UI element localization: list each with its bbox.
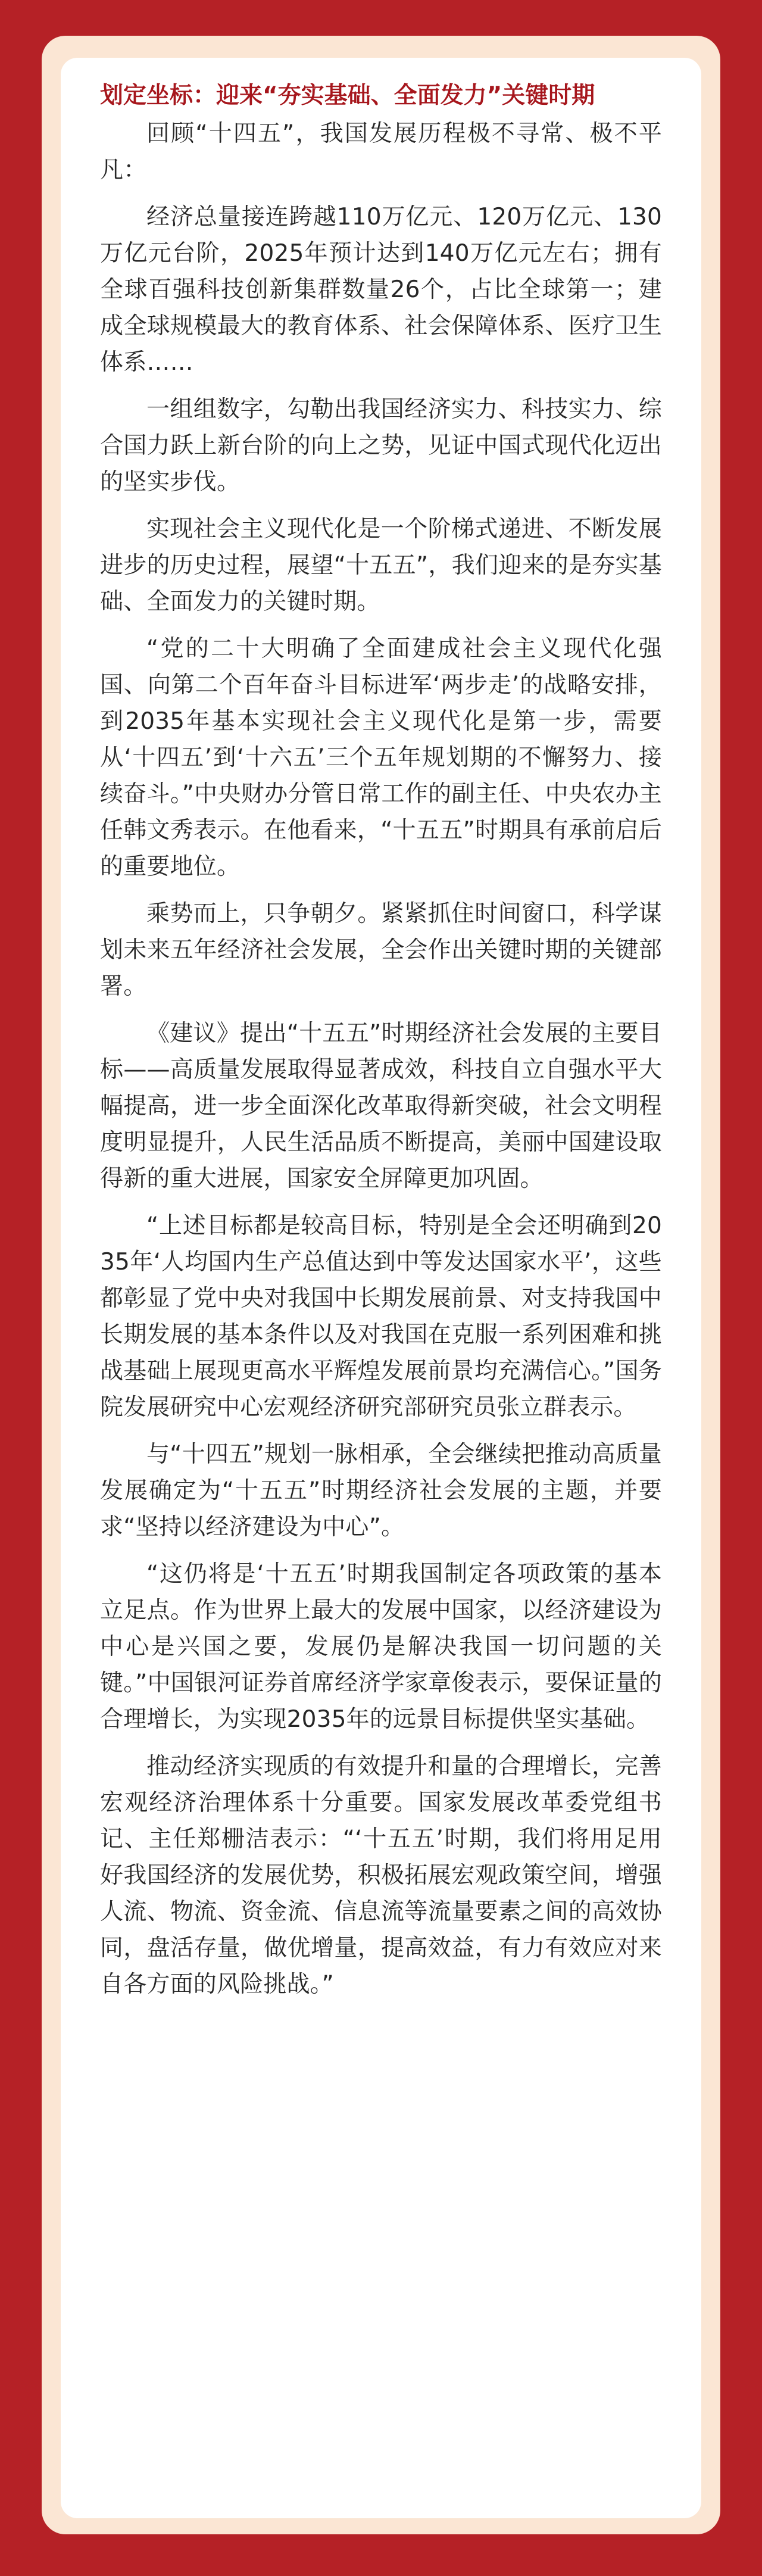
paragraph-7: 《建议》提出“十五五”时期经济社会发展的主要目标——高质量发展取得显著成效，科技自立自强水平大幅提高，进一步全面深化改革取得新突破，社会文明程度明显提升，人民生活品质不断提高，美丽中国建设取得新的重大进展，国家安全屏障更加巩固。: [100, 1020, 662, 1192]
section-heading: 划定坐标：迎来“夯实基础、全面发力”关键时期: [100, 82, 595, 109]
paragraph-3: 一组组数字，勾勒出我国经济实力、科技实力、综合国力跃上新台阶的向上之势，见证中国式现代化迈出的坚实步伐。: [100, 396, 662, 495]
article-content: [100, 77, 662, 2013]
paragraph-8: “上述目标都是较高目标，特别是全会还明确到2035年‘人均国内生产总值达到中等发达国家水平’，这些都彰显了党中央对我国中长期发展前景、对支持我国中长期发展的基本条件以及对我国在克服一系列困难和挑战基础上展现更高水平辉煌发展前景均充满信心。”国务院发展研究中心宏观经济研究部研究员张立群表示。: [100, 1212, 662, 1421]
paragraph-10: “这仍将是‘十五五’时期我国制定各项政策的基本立足点。作为世界上最大的发展中国家，以经济建设为中心是兴国之要，发展仍是解决我国一切问题的关键。”中国银河证券首席经济学家章俊表示，要保证量的合理增长，为实现2035年的远景目标提供坚实基础。: [100, 1561, 662, 1733]
paragraph-6: 乘势而上，只争朝夕。紧紧抓住时间窗口，科学谋划未来五年经济社会发展，全会作出关键时期的关键部署。: [100, 900, 662, 1000]
paragraph-5: “党的二十大明确了全面建成社会主义现代化强国、向第二个百年奋斗目标进军‘两步走’的战略安排，到2035年基本实现社会主义现代化是第一步，需要从‘十四五’到‘十六五’三个五年规划期的不懈努力、接续奋斗。”中央财办分管日常工作的副主任、中央农办主任韩文秀表示。在他看来，“十五五”时期具有承前启后的重要地位。: [100, 635, 662, 880]
paragraph-11: 推动经济实现质的有效提升和量的合理增长，完善宏观经济治理体系十分重要。国家发展改革委党组书记、主任郑栅洁表示：“‘十五五’时期，我们将用足用好我国经济的发展优势，积极拓展宏观政策空间，增强人流、物流、资金流、信息流等流量要素之间的高效协同，盘活存量，做优增量，提高效益，有力有效应对来自各方面的风险挑战。”: [100, 1753, 662, 1998]
paragraph-9: 与“十四五”规划一脉相承，全会继续把推动高质量发展确定为“十五五”时期经济社会发展的主题，并要求“坚持以经济建设为中心”。: [100, 1441, 662, 1540]
paragraph-4: 实现社会主义现代化是一个阶梯式递进、不断发展进步的历史过程，展望“十五五”，我们迎来的是夯实基础、全面发力的关键时期。: [100, 516, 662, 615]
paragraph-1: 回顾“十四五”，我国发展历程极不寻常、极不平凡：: [100, 120, 662, 183]
paragraph-2: 经济总量接连跨越110万亿元、120万亿元、130万亿元台阶，2025年预计达到140万亿元左右；拥有全球百强科技创新集群数量26个，占比全球第一；建成全球规模最大的教育体系、社会保障体系、医疗卫生体系……: [100, 204, 662, 376]
